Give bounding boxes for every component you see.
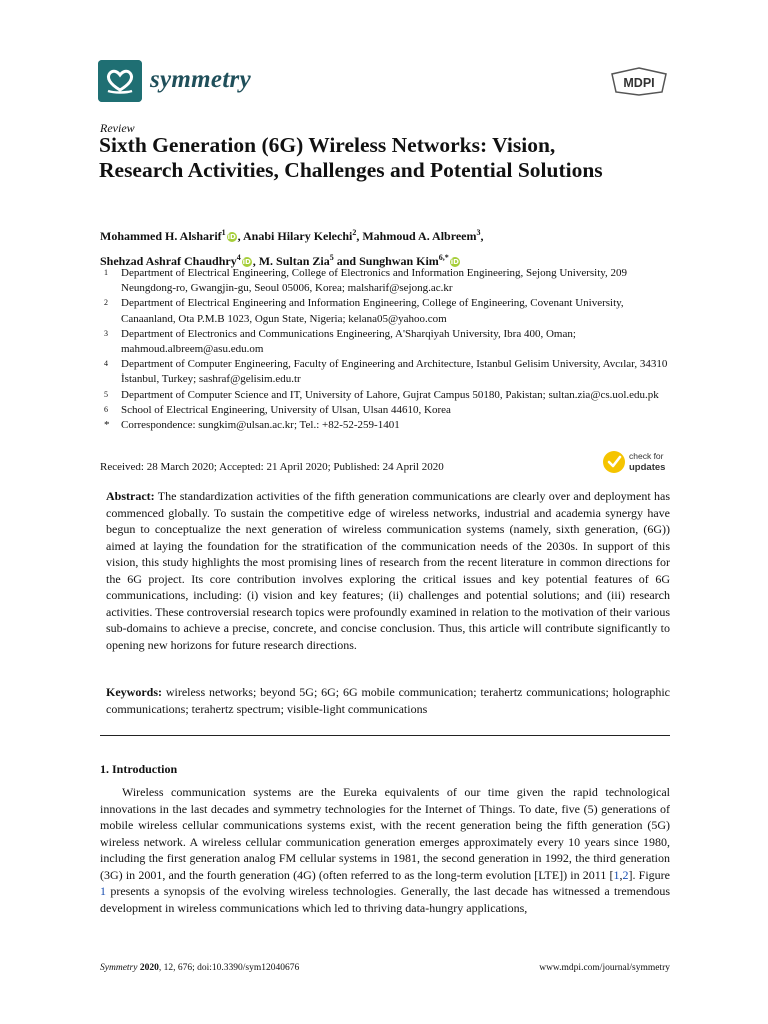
author-name: M. Sultan Zia bbox=[258, 254, 330, 268]
author-name: Sunghwan Kim bbox=[359, 254, 439, 268]
introduction-paragraph: Wireless communication systems are the Eureka equivalents of our time given the rapid technological innovations in the last decades and symmetry technologies for the Internet of Things. To date, five (5) generations of mobile wireless cellular communications systems exist, with the recent generation being the fifth generation (5G) wireless network. A wireless cellular communication generation emerges approximately every 10 years since 1980, including the first generation analog FM cellular systems in 1981, the second generation in 1992, the third generation (3G) in 2001, and the fourth generation (4G) (often referred to as the long-term evolution [LTE]) in 2011 [1,2]. Figure 1 presents a synopsis of the evolving wireless technologies. Generally, the last decade has witnessed a tremendous development in wireless communications which led to thriving data-hungry applications, bbox=[100, 785, 671, 915]
footer-citation: Symmetry 2020, 12, 676; doi:10.3390/sym12040676 bbox=[100, 963, 300, 973]
affiliation-text: Department of Computer Engineering, Faculty of Engineering and Architecture, Istanbul Gelisim University, Avcılar, 34310 İstanbul, Turkey; sashraf@gelisim.edu.tr bbox=[121, 358, 668, 386]
svg-text:updates: updates bbox=[629, 462, 666, 473]
affiliation-text: Department of Computer Science and IT, University of Lahore, Gujrat Campus 50180, Pakistan; sultan.zia@cs.uol.edu.pk bbox=[121, 388, 659, 401]
affiliation-mark: 1 bbox=[104, 268, 108, 277]
orcid-icon[interactable]: iD bbox=[242, 258, 251, 266]
author-affiliation-mark: 2 bbox=[352, 228, 357, 237]
abstract-text: The standardization activities of the fifth generation communications are clearly over and deployment has commenced globally. To sustain the competitive edge of wireless networks, industrial and academia synergy have begun to conceptualize the next generation of wireless communication systems (namely, sixth generation, (6G)) aimed at laying the foundation for the stratification of the communication needs of the 2030s. In support of this vision, this study highlights the most promising lines of research from the recent literature in common directions for the 6G project. Its core contribution involves exploring the critical issues and key potential features of 6G communications, including: (i) vision and key features; (ii) challenges and potential solutions; and (iii) research activities. These controversial research topics were profoundly examined in relation to the motivation of their various sub-domains to achieve a precise, concrete, and concise conclusion. Thus, this article will contribute significantly to opening new horizons for future research directions. bbox=[106, 489, 670, 652]
reference-link-2[interactable]: 2 bbox=[622, 867, 629, 882]
publication-dates: Received: 28 March 2020; Accepted: 21 April 2020; Published: 24 April 2020 bbox=[100, 461, 444, 473]
footer-journal-url[interactable]: www.mdpi.com/journal/symmetry bbox=[539, 963, 670, 973]
check-for-updates-button[interactable] bbox=[600, 446, 672, 478]
author-affiliation-mark: 1 bbox=[221, 228, 226, 237]
article-title: Sixth Generation (6G) Wireless Networks: Vision, Research Activities, Challenges and Potential Solutions bbox=[99, 133, 603, 182]
journal-logo-icon bbox=[98, 60, 142, 102]
author-name: Mohammed H. Alsharif bbox=[100, 229, 222, 243]
author-list: Mohammed H. Alsharif$^1$ iD , Anabi Hilary Kelechi$^2$, Mahmoud A. Albreem$^3$, Shehzad Ashraf Chaudhry$^4$ iD , M. Sultan Zia$^5$ and Sunghwan Kim$^{6,*}$ iD bbox=[100, 228, 484, 268]
author-affiliation-mark: 4 bbox=[236, 253, 241, 262]
affiliation-item bbox=[100, 357, 680, 387]
orcid-icon[interactable]: iD bbox=[227, 233, 236, 241]
affiliation-text: Department of Electronics and Communications Engineering, A'Sharqiyah University, Ibra 400, Oman; mahmoud.albreem@asu.edu.om bbox=[121, 327, 576, 356]
affiliation-mark: 5 bbox=[104, 389, 108, 399]
author-name: Anabi Hilary Kelechi bbox=[243, 229, 353, 243]
abstract bbox=[106, 488, 670, 653]
author-affiliation-mark: 5 bbox=[329, 253, 334, 262]
author-affiliation-mark: 3 bbox=[476, 228, 481, 237]
affiliation-text: Department of Electrical Engineering, College of Electronics and Information Engineering, Sejong University, 209 Neungdong-ro, Gwangjin-gu, Seoul 05006, Korea; malsharif@sejong.ac.kr bbox=[121, 267, 628, 295]
svg-text:check for: check for bbox=[629, 451, 664, 461]
affiliations-list bbox=[100, 266, 680, 433]
mdpi-logo-icon bbox=[610, 66, 668, 96]
affiliation-item bbox=[100, 296, 680, 326]
affiliation-item bbox=[100, 418, 680, 433]
article-type: Review bbox=[100, 121, 135, 135]
affiliation-text: Correspondence: sungkim@ulsan.ac.kr; Tel.: +82-52-259-1401 bbox=[121, 419, 400, 432]
section-divider bbox=[100, 735, 670, 736]
orcid-icon[interactable]: iD bbox=[450, 258, 459, 266]
affiliation-mark: 2 bbox=[104, 298, 108, 308]
affiliation-text: Department of Electrical Engineering and Information Engineering, College of Engineering, Covenant University, Canaanland, Ota P.M.B 1023, Ogun State, Nigeria; kelana05@yahoo.com bbox=[121, 297, 624, 325]
affiliation-mark: 3 bbox=[104, 328, 108, 338]
keywords-label: Keywords: bbox=[106, 685, 162, 699]
affiliation-mark: * bbox=[104, 419, 110, 432]
affiliation-item bbox=[100, 403, 680, 418]
affiliation-mark: 4 bbox=[104, 359, 108, 369]
affiliation-item bbox=[100, 266, 680, 296]
author-name: Shehzad Ashraf Chaudhry bbox=[100, 254, 237, 268]
figure-link-1[interactable]: 1 bbox=[100, 884, 106, 898]
affiliation-mark: 6 bbox=[104, 404, 108, 414]
affiliation-text: School of Electrical Engineering, University of Ulsan, Ulsan 44610, Korea bbox=[121, 403, 451, 416]
affiliation-item bbox=[100, 327, 680, 357]
keywords bbox=[106, 684, 670, 717]
section-heading: 1. Introduction bbox=[100, 762, 178, 776]
author-affiliation-mark: 6,* bbox=[438, 253, 449, 262]
affiliation-item bbox=[100, 388, 680, 403]
journal-name: symmetry bbox=[150, 66, 251, 93]
keywords-text: wireless networks; beyond 5G; 6G; 6G mobile communication; terahertz communications; holographic communications; terahertz spectrum; visible-light communications bbox=[106, 685, 670, 716]
svg-text:MDPI: MDPI bbox=[623, 76, 655, 90]
reference-link-1[interactable]: 1 bbox=[613, 867, 620, 882]
author-name: Mahmoud A. Albreem bbox=[362, 229, 477, 243]
abstract-label: Abstract: bbox=[106, 489, 155, 503]
